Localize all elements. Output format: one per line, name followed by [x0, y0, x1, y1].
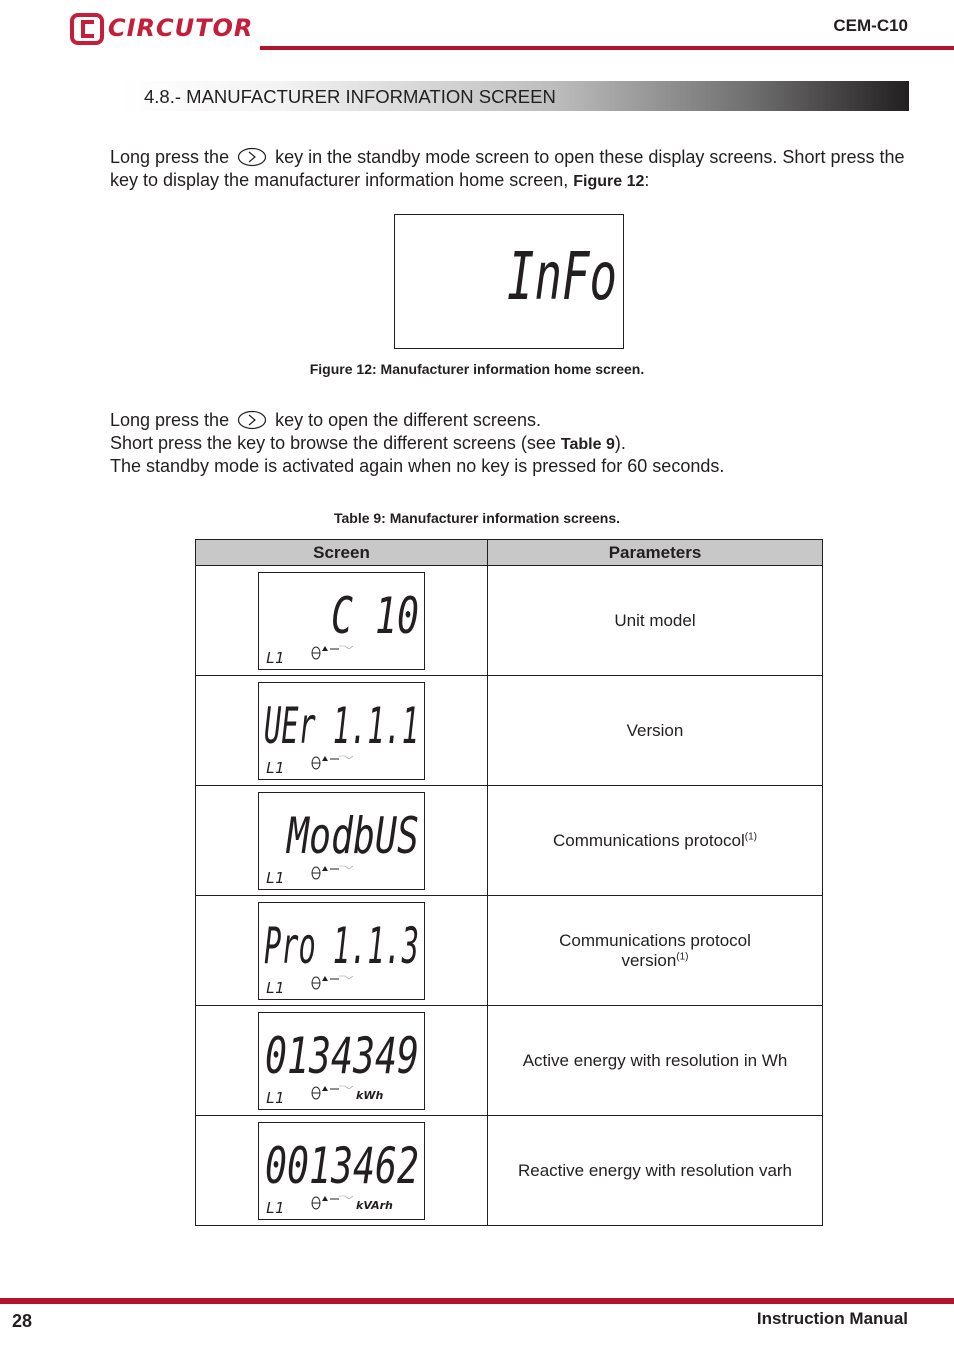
section-title: 4.8.- MANUFACTURER INFORMATION SCREEN	[144, 86, 556, 107]
right-arrow-key-icon	[237, 147, 267, 167]
table-reference: Table 9	[560, 436, 615, 453]
parameter-label: Reactive energy with resolution varh	[517, 1160, 793, 1180]
parameter-cell	[488, 896, 823, 1006]
parameter-label: Active energy with resolution in Wh	[522, 1050, 788, 1070]
lcd-main-text: 0134349	[265, 1026, 419, 1085]
info-lcd-display	[394, 214, 624, 349]
instructions-line-3: The standby mode is activated again when no key is pressed for 60 seconds.	[110, 456, 725, 476]
right-arrow-key-icon	[237, 410, 267, 430]
parameter-cell	[488, 1006, 823, 1116]
figure-caption: Figure 12: Manufacturer information home screen.	[309, 361, 645, 377]
lcd-graphic	[259, 1013, 424, 1109]
parameter-cell	[488, 676, 823, 786]
brand-name: CIRCUTOR	[108, 14, 254, 42]
circutor-logo	[70, 12, 254, 46]
lcd-status-icons	[312, 1086, 353, 1099]
lcd-status-icons	[312, 866, 353, 879]
parameter-label: Version	[626, 720, 684, 740]
footer-rule	[0, 1298, 954, 1304]
lcd-display	[258, 1012, 425, 1110]
lcd-graphic	[259, 793, 424, 889]
instructions-line-2-after: ).	[614, 433, 626, 453]
info-lcd-graphic	[395, 215, 623, 348]
table-row	[196, 1006, 823, 1116]
table-row	[196, 786, 823, 896]
table-row	[196, 896, 823, 1006]
lcd-graphic	[259, 1123, 424, 1219]
intro-colon: :	[644, 170, 650, 190]
lcd-graphic	[259, 573, 424, 669]
lcd-phase-label: L1	[266, 648, 285, 667]
parameter-cell	[488, 1116, 823, 1226]
table-row	[196, 1116, 823, 1226]
intro-text-before: Long press the	[110, 147, 230, 167]
lcd-graphic	[259, 683, 424, 779]
footnote-marker: (1)	[744, 830, 758, 842]
column-header-screen: Screen	[196, 540, 488, 566]
lcd-main-text: UEr 1.1.1	[264, 696, 419, 755]
lcd-display	[258, 792, 425, 890]
table-row	[196, 566, 823, 676]
lcd-phase-label: L1	[266, 868, 285, 887]
lcd-main-text: C 10	[331, 586, 419, 645]
column-header-parameters: Parameters	[488, 540, 823, 566]
manufacturer-screens-table	[195, 539, 823, 1226]
parameter-label: Communications protocol version	[559, 930, 751, 970]
parameter-label: Communications protocol	[552, 830, 745, 850]
lcd-unit-label: kWh	[356, 1088, 384, 1102]
screen-cell	[196, 676, 488, 786]
lcd-display	[258, 1122, 425, 1220]
lcd-main-text: Pro 1.1.3	[264, 916, 419, 975]
lcd-display	[258, 572, 425, 670]
lcd-graphic	[259, 903, 424, 999]
parameter-cell	[488, 566, 823, 676]
footer-title: Instruction Manual	[756, 1309, 908, 1328]
lcd-phase-label: L1	[266, 1198, 285, 1217]
instructions-line-2	[110, 432, 910, 456]
document-code: CEM-C10	[833, 16, 908, 35]
intro-text-after: key in the standby mode screen to open these display screens. Short press the key to display the manufacturer information home screen,	[110, 147, 905, 190]
intro-paragraph	[110, 146, 910, 193]
footnote-marker: (1)	[676, 950, 689, 962]
lcd-phase-label: L1	[266, 1088, 285, 1107]
screen-cell	[196, 1006, 488, 1116]
instructions-line-1-after: key to open the different screens.	[275, 410, 541, 430]
instructions-line-2-before: Short press the key to browse the different screens (see	[110, 433, 556, 453]
parameter-cell	[488, 786, 823, 896]
screen-cell	[196, 566, 488, 676]
lcd-display	[258, 682, 425, 780]
screen-cell	[196, 786, 488, 896]
lcd-display	[258, 902, 425, 1000]
figure-reference: Figure 12	[573, 173, 645, 190]
header-rule	[260, 46, 954, 50]
instructions-line-1	[110, 409, 910, 432]
lcd-main-text: ModbUS	[285, 806, 419, 865]
lcd-unit-label: kVArh	[356, 1198, 393, 1212]
lcd-info-text: InFo	[507, 238, 617, 315]
table-header-row	[196, 540, 823, 566]
screen-cell	[196, 1116, 488, 1226]
table-caption: Table 9: Manufacturer information screens.	[333, 510, 621, 526]
circutor-logo-icon	[70, 12, 104, 46]
parameter-label: Unit model	[614, 610, 696, 630]
screen-cell	[196, 896, 488, 1006]
lcd-status-icons	[312, 646, 353, 659]
lcd-status-icons	[312, 756, 353, 769]
instructions-line-1-before: Long press the	[110, 410, 230, 430]
lcd-phase-label: L1	[266, 978, 285, 997]
lcd-status-icons	[312, 1196, 353, 1209]
lcd-main-text: 0013462	[265, 1136, 419, 1195]
lcd-phase-label: L1	[266, 758, 285, 777]
table-row	[196, 676, 823, 786]
page-number: 28	[12, 1311, 33, 1331]
lcd-status-icons	[312, 976, 353, 989]
